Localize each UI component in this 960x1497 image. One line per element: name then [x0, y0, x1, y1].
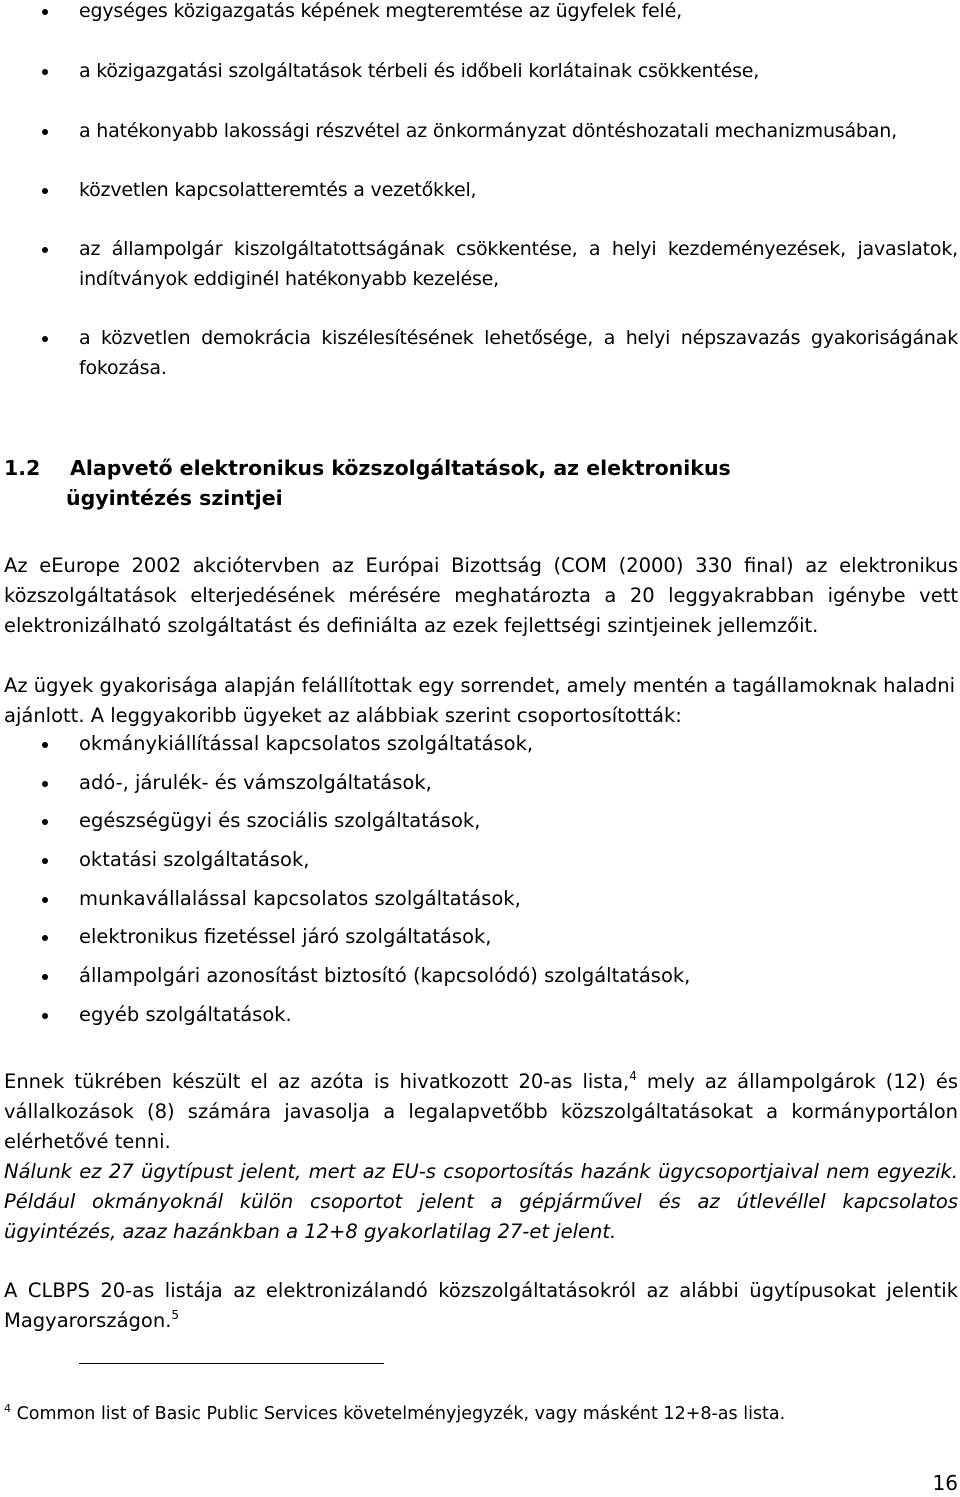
- goals-bullet-list: [0, 0, 958, 383]
- bullet-icon: [42, 129, 48, 135]
- footnote-marker: 4: [4, 1402, 11, 1415]
- services-bullet-list: [0, 729, 958, 1039]
- paragraph-list-20: Ennek tükrében készült el az azóta is hivatkozott 20-as lista,$^4$ mely az állampolgárok (12) és vállalkozások (8) számára javasolja a legalapvetőbb közszolgáltatásokat a kormányportálon elérhetővé tenni.: [4, 1069, 958, 1153]
- list-item: elektronikus fizetéssel járó szolgáltatások,: [0, 922, 958, 952]
- list-item: állampolgári azonosítást biztosító (kapcsolódó) szolgáltatások,: [0, 961, 958, 991]
- bullet-icon: [42, 336, 48, 342]
- bullet-icon: [42, 69, 48, 75]
- footnote-ref-5[interactable]: 5: [171, 1308, 180, 1322]
- section-number: 1.2: [4, 456, 41, 480]
- bullet-icon: [42, 188, 48, 194]
- page-number: 16: [932, 1471, 958, 1495]
- footnote-separator: [79, 1363, 384, 1364]
- bullet-icon: [42, 247, 48, 253]
- bullet-icon: [42, 974, 48, 980]
- list-item: a hatékonyabb lakossági részvétel az önkormányzat döntéshozatali mechanizmusában,: [0, 116, 958, 146]
- bullet-icon: [42, 819, 48, 825]
- list-item: munkavállalással kapcsolatos szolgáltatások,: [0, 884, 958, 914]
- bullet-icon: [42, 742, 48, 748]
- footnote-ref-4[interactable]: 4: [629, 1069, 637, 1083]
- paragraph-ordering: Az ügyek gyakorisága alapján felállítottak egy sorrendet, amely mentén a tagállamoknak haladni ajánlott. A leggyakoribb ügyeket az alábbiak szerint csoportosították:: [4, 674, 956, 727]
- bullet-icon: [42, 1013, 48, 1019]
- list-item: a közigazgatási szolgáltatások térbeli és időbeli korlátainak csökkentése,: [0, 56, 958, 86]
- bullet-icon: [42, 897, 48, 903]
- section-title-line2: ügyintézés szintjei: [66, 486, 283, 510]
- list-item: oktatási szolgáltatások,: [0, 845, 958, 875]
- paragraph-clbps: A CLBPS 20-as listája az elektronizálandó közszolgáltatásokról az alábbi ügytípusokat jelentik Magyarországon.$^5$: [4, 1279, 958, 1332]
- bullet-icon: [42, 9, 48, 15]
- list-item: közvetlen kapcsolatteremtés a vezetőkkel,: [0, 175, 958, 205]
- bullet-icon: [42, 858, 48, 864]
- paragraph-eeurope: Az eEurope 2002 akciótervben az Európai Bizottság (COM (2000) 330 final) az elektronikus közszolgáltatások elterjedésének mérésére meghatározta a 20 leggyakrabban igénybe vett elektronizálható szolgáltatást és definiálta az ezek fejlettségi szintjeinek jellemzőit.: [4, 554, 958, 637]
- list-item: egyéb szolgáltatások.: [0, 1000, 958, 1030]
- list-item: egységes közigazgatás képének megteremtése az ügyfelek felé,: [0, 0, 958, 26]
- list-item: egészségügyi és szociális szolgáltatások,: [0, 806, 958, 836]
- list-item: okmánykiállítással kapcsolatos szolgáltatások,: [0, 729, 958, 759]
- section-title-line1: Alapvető elektronikus közszolgáltatások, az elektronikus: [70, 456, 731, 480]
- bullet-icon: [42, 935, 48, 941]
- list-item: a közvetlen demokrácia kiszélesítésének lehetősége, a helyi népszavazás gyakoriságának fokozása.: [0, 323, 958, 383]
- bullet-icon: [42, 781, 48, 787]
- list-item: az állampolgár kiszolgáltatottságának csökkentése, a helyi kezdeményezések, javaslatok, indítványok eddiginél hatékonyabb kezelése,: [0, 234, 958, 294]
- paragraph-italic-note: Nálunk ez 27 ügytípust jelent, mert az EU-s csoportosítás hazánk ügycsoportjaival nem egyezik. Például okmányoknál külön csoportot jelent a gépjárművel és az útlevéllel kapcsolatos ügyintézés, azaz hazánkban a 12+8 gyakorlatilag 27-et jelent.: [4, 1160, 958, 1243]
- footnote-4: $^4$ Common list of Basic Public Services követelményjegyzék, vagy másként 12+8-as lista.: [4, 1402, 786, 1424]
- section-heading: [4, 453, 904, 513]
- list-item: adó-, járulék- és vámszolgáltatások,: [0, 768, 958, 798]
